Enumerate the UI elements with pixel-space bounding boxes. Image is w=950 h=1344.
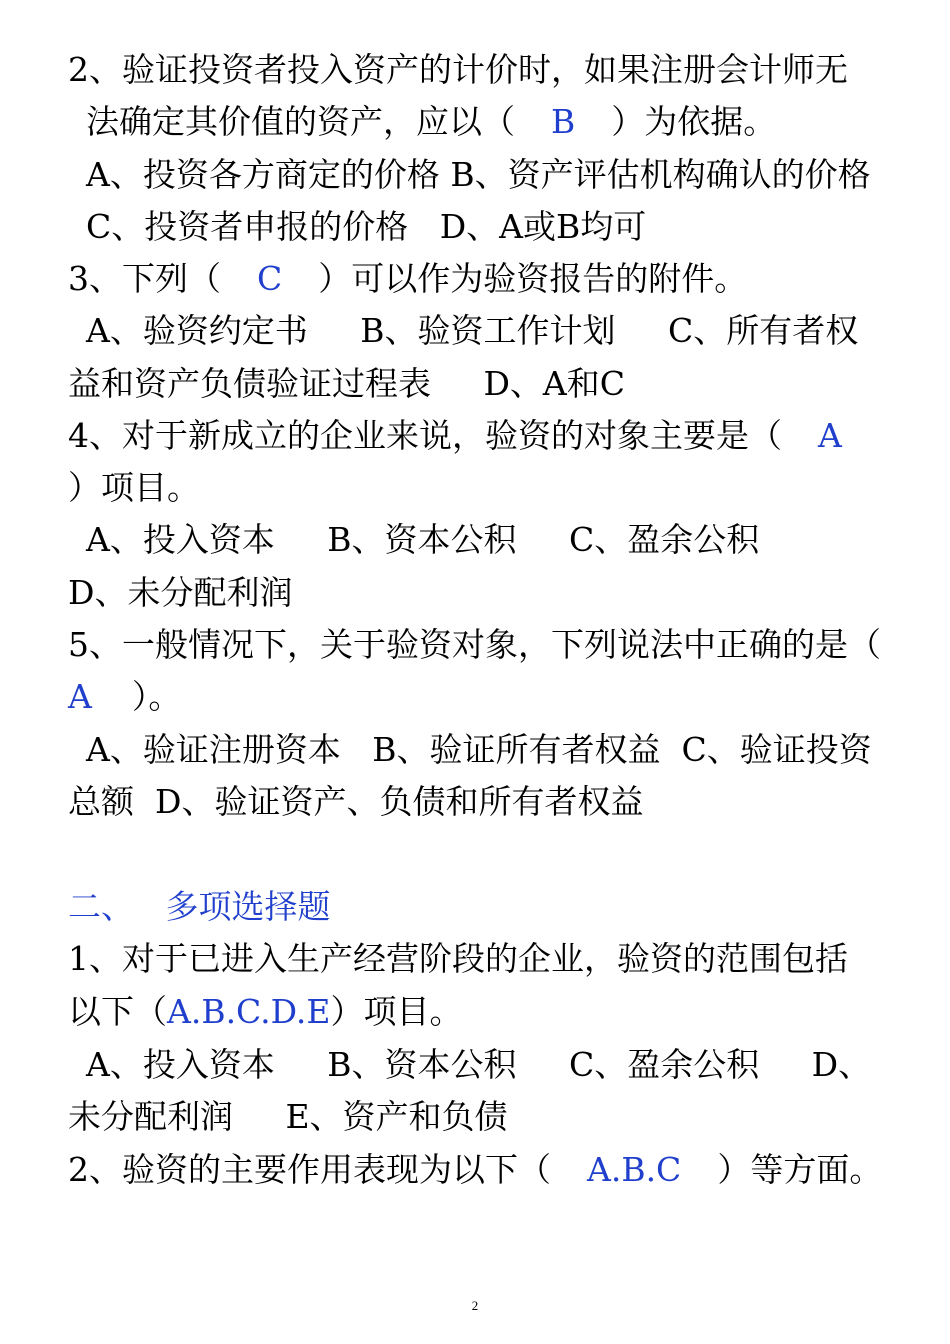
question-5-line-2 [68, 677, 181, 717]
multi-question-1-text: 以下（ [68, 992, 167, 1031]
multi-question-1-text-end: ）项目。 [330, 992, 463, 1031]
multi-question-1-options-1: A、投入资本 B、资本公积 C、盈余公积 D、 [86, 1045, 872, 1084]
question-3-options-2: 益和资产负债验证过程表 D、A和C [68, 364, 625, 403]
page-number: 2 [471, 1298, 479, 1313]
question-4-options-1: A、投入资本 B、资本公积 C、盈余公积 [86, 520, 760, 559]
question-4-text: 4、对于新成立的企业来说，验资的对象主要是（ [68, 416, 782, 455]
multi-question-2-line [68, 1150, 882, 1190]
question-3-text: 3、下列（ [68, 259, 221, 298]
question-3-answer: C [257, 259, 283, 298]
question-5-line-1: 5、一般情况下，关于验资对象，下列说法中正确的是（ [68, 625, 881, 664]
multi-question-1-line-2 [68, 992, 463, 1032]
question-2-line-1: 2、验证投资者投入资产的计价时，如果注册会计师无 [68, 50, 848, 89]
question-2-text-end: ）为依据。 [611, 102, 777, 141]
multi-question-2-answer: A.B.C [587, 1150, 682, 1189]
question-2-options-1: A、投资各方商定的价格 B、资产评估机构确认的价格 [86, 155, 871, 194]
question-4-line-2: ）项目。 [68, 468, 200, 507]
question-5-options-1: A、验证注册资本 B、验证所有者权益 C、验证投资 [86, 730, 872, 769]
question-3-line [68, 259, 747, 299]
question-2-line-2 [86, 102, 776, 142]
multi-question-1-line-1: 1、对于已进入生产经营阶段的企业，验资的范围包括 [68, 939, 848, 978]
question-2-options-2: C、投资者申报的价格 D、A或B均可 [86, 207, 647, 246]
question-2-answer: B [551, 102, 576, 141]
section-heading: 二、 多项选择题 [68, 887, 331, 926]
multi-question-1-answer: A.B.C.D.E [167, 992, 331, 1031]
question-3-text-end: ）可以作为验资报告的附件。 [318, 259, 748, 298]
question-4-answer: A [818, 416, 842, 455]
multi-question-2-text: 2、验资的主要作用表现为以下（ [68, 1150, 551, 1189]
multi-question-1-options-2: 未分配利润 E、资产和负债 [68, 1097, 508, 1136]
question-5-answer: A [68, 677, 92, 716]
question-2-text: 法确定其价值的资产，应以（ [86, 102, 515, 141]
multi-question-2-text-end: ）等方面。 [717, 1150, 883, 1189]
question-4-options-2: D、未分配利润 [68, 573, 293, 612]
question-5-text-end: ）。 [131, 677, 182, 716]
question-3-options-1: A、验资约定书 B、验资工作计划 C、所有者权 [86, 311, 859, 350]
question-5-options-2: 总额 D、验证资产、负债和所有者权益 [68, 782, 644, 821]
question-4-line-1 [68, 416, 842, 456]
